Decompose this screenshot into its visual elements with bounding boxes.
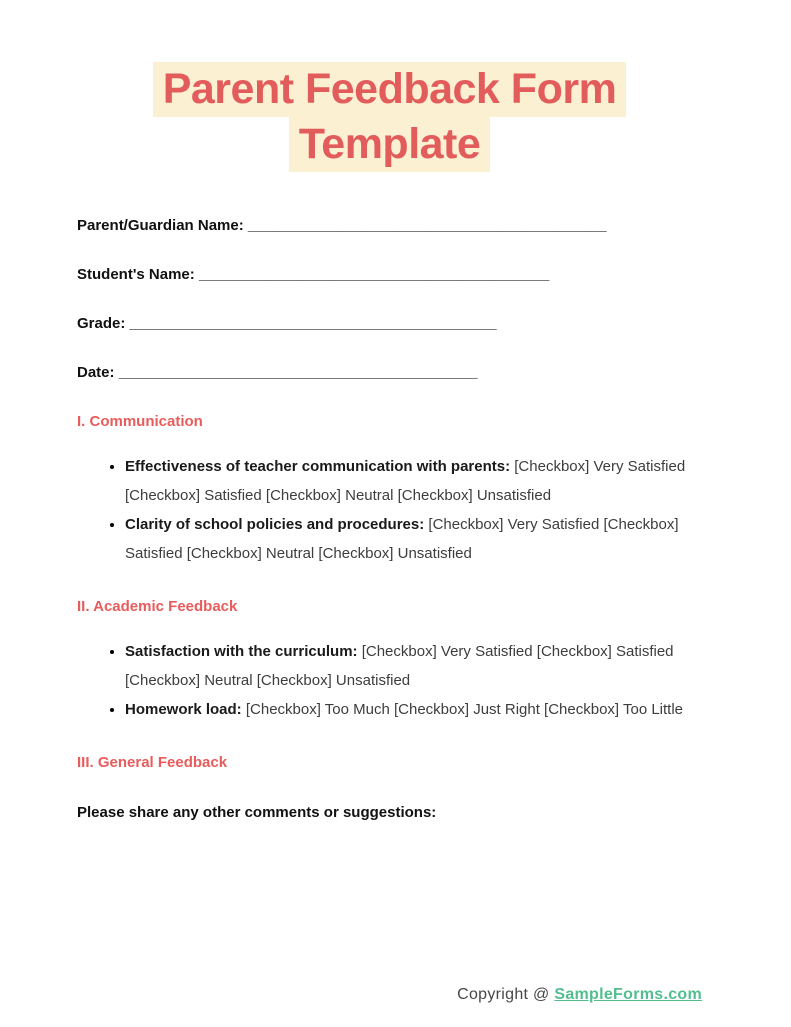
field-student-name <box>77 265 702 285</box>
field-blank-line: ___________________________________________ <box>118 364 478 381</box>
section-heading-general-feedback: III. General Feedback <box>77 754 228 771</box>
copyright-text: Copyright @ <box>457 986 550 1003</box>
communication-bullet-list <box>77 452 702 568</box>
field-parent-guardian-name <box>77 216 702 236</box>
field-grade <box>77 314 702 334</box>
list-item <box>125 510 702 568</box>
field-label: Parent/Guardian Name: <box>77 217 244 234</box>
section-heading-academic-feedback: II. Academic Feedback <box>77 598 238 615</box>
list-item <box>125 452 702 510</box>
item-options: [Checkbox] Very Satisfied [Checkbox] Satisfied [Checkbox] Neutral [Checkbox] Unsatisfied <box>125 643 674 689</box>
sampleforms-link[interactable]: SampleForms.com <box>554 986 702 1003</box>
list-item <box>125 695 702 724</box>
field-label: Date: <box>77 364 115 381</box>
title-line-2: Template <box>289 117 491 172</box>
item-label: Effectiveness of teacher communication with parents: <box>125 458 511 475</box>
field-date <box>77 363 702 383</box>
item-label: Satisfaction with the curriculum: <box>125 643 358 660</box>
title-line-1: Parent Feedback Form <box>153 62 627 117</box>
section-heading-communication: I. Communication <box>77 413 203 430</box>
comments-prompt: Please share any other comments or suggestions: <box>77 804 437 821</box>
field-label: Student's Name: <box>77 266 195 283</box>
field-blank-line: __________________________________________ <box>198 266 550 283</box>
footer <box>77 986 702 1004</box>
field-blank-line: ____________________________________________ <box>129 315 497 332</box>
field-blank-line: ___________________________________________ <box>247 217 607 234</box>
list-item <box>125 637 702 695</box>
academic-bullet-list <box>77 637 702 724</box>
item-label: Clarity of school policies and procedures: <box>125 516 425 533</box>
page-title <box>77 62 702 172</box>
item-label: Homework load: <box>125 701 242 718</box>
field-label: Grade: <box>77 315 126 332</box>
item-options: [Checkbox] Too Much [Checkbox] Just Right [Checkbox] Too Little <box>245 701 684 718</box>
item-options: [Checkbox] Very Satisfied [Checkbox] Satisfied [Checkbox] Neutral [Checkbox] Unsatisfied <box>125 516 679 562</box>
item-options: [Checkbox] Very Satisfied [Checkbox] Satisfied [Checkbox] Neutral [Checkbox] Unsatisfied <box>125 458 686 504</box>
